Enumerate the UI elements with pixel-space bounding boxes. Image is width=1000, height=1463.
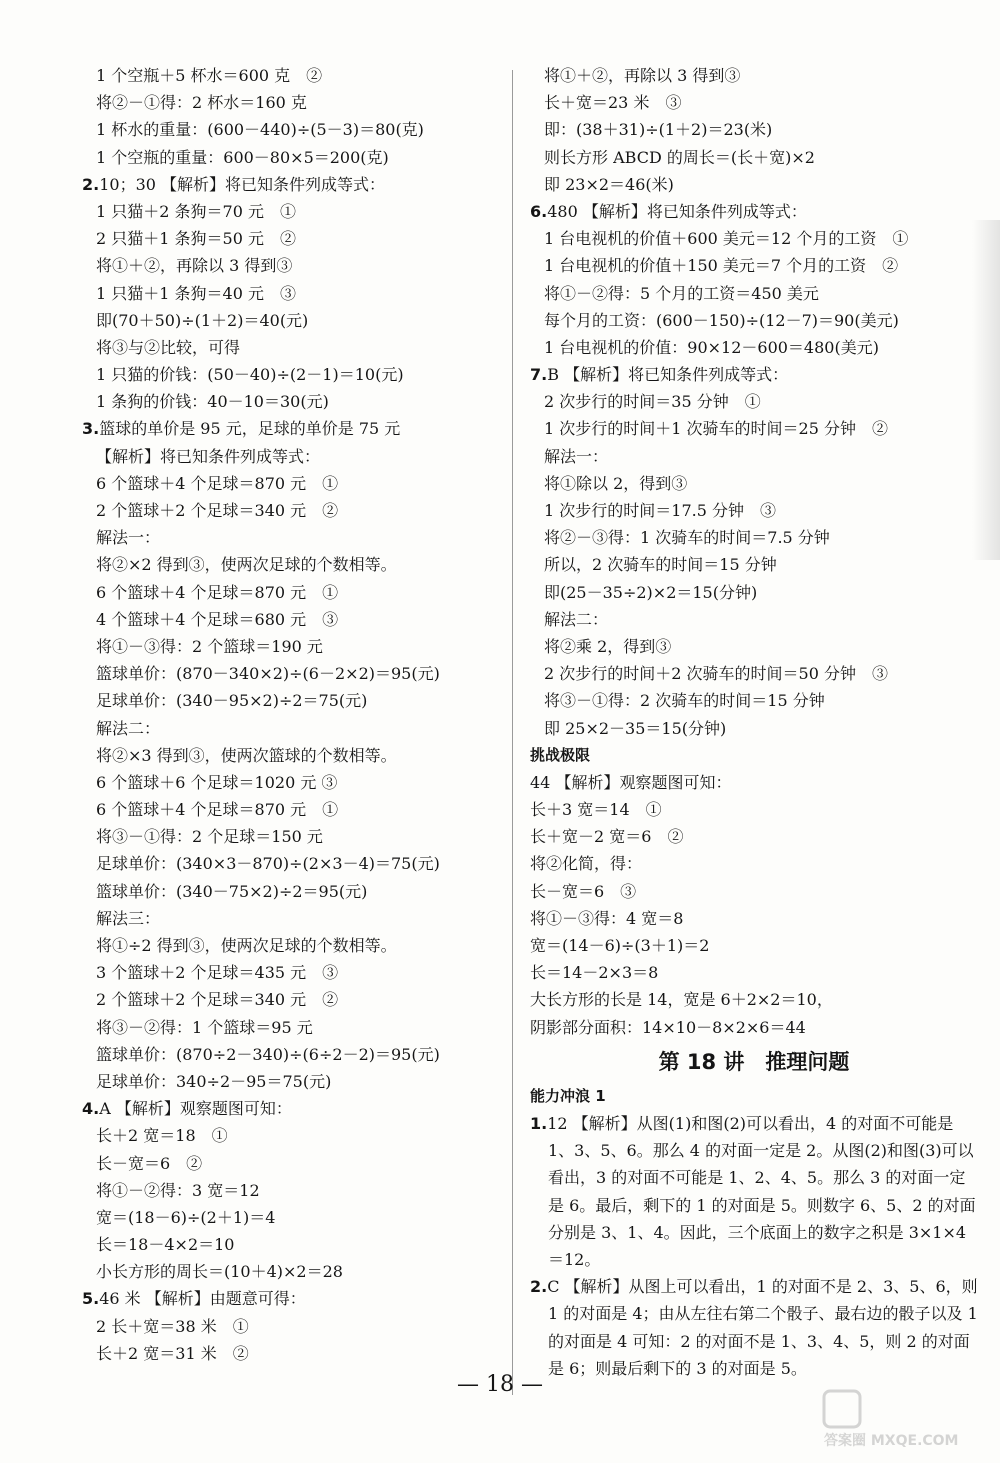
text-line: 将①÷2 得到③，使两次足球的个数相等。 <box>96 936 397 955</box>
text-line: 解法一： <box>96 528 161 548</box>
answer-text: C 【解析】从图上可以看出，1 的对面不是 2、3、5、6，则 1 的对面是 4；由从左往右第二个骰子、最右边的骰子以及 1 的对面是 4 可知：2 的对面不是 1、3、4、5，则 2 的对面是 6；则最后剩下的 3 的对面是 5。 <box>547 1277 978 1378</box>
text-line: 4 个篮球＋4 个足球＝680 元 ③ <box>96 609 339 629</box>
text-line: 每个月的工资：(600－150)÷(12－7)＝90(美元) <box>544 310 899 330</box>
answer-paragraph-text <box>530 1110 978 1273</box>
text-line: 将②乘 2，得到③ <box>544 636 672 656</box>
text-line: 6 个篮球＋4 个足球＝870 元 ① <box>96 582 339 602</box>
text-line: 2 次步行的时间＝35 分钟 ① <box>544 392 761 412</box>
watermark-logo <box>820 1385 980 1455</box>
text-line: 44 【解析】观察题图可知： <box>530 772 732 792</box>
text-line: 1 个空瓶＋5 杯水＝600 克 ② <box>96 66 323 85</box>
text-line: 将①－③得：2 个篮球＝190 元 <box>96 636 323 656</box>
text-line: 将①除以 2，得到③ <box>544 473 688 493</box>
text-line: 1 台电视机的价值：90×12－600＝480(美元) <box>544 337 879 357</box>
text-line: 2 个篮球＋2 个足球＝340 元 ② <box>96 990 339 1010</box>
question-number: 2. <box>530 1277 548 1297</box>
text-line: 将②×3 得到③，使两次篮球的个数相等。 <box>96 745 397 765</box>
question-number: 7. <box>530 365 548 385</box>
text-line: 小长方形的周长＝(10＋4)×2＝28 <box>96 1262 343 1282</box>
text-line: 解法二： <box>544 609 609 629</box>
text-line: 长＝14－2×3＝8 <box>530 963 659 983</box>
answer-text: 篮球的单价是 95 元，足球的单价是 75 元 <box>99 419 401 439</box>
question-number: 3. <box>82 419 100 439</box>
answer-item <box>82 1285 502 1312</box>
text-line: 2 只猫＋1 条狗＝50 元 ② <box>96 229 296 249</box>
text-line: 6 个篮球＋6 个足球＝1020 元 ③ <box>96 772 338 792</box>
question-number: 5. <box>82 1289 100 1309</box>
text-line: 长＋3 宽＝14 ① <box>530 800 662 820</box>
text-line: 大长方形的长是 14，宽是 6＋2×2＝10， <box>530 990 833 1010</box>
answer-item <box>82 415 502 442</box>
text-line: 将①－②得：5 个月的工资＝450 美元 <box>544 283 819 303</box>
text-line: 解法一： <box>544 446 609 466</box>
right-column <box>530 62 978 1382</box>
answer-text: 12 【解析】从图(1)和图(2)可以看出，4 的对面不可能是 1、3、5、6。那么 4 的对面一定是 2。从图(2)和图(3)可以看出，3 的对面不可能是 1、2、4、5。那么 3 的对面一定是 6。最后，剩下的 1 的对面是 5。则数字 6、5、2 的对面分别是 3、1、4。因此，三个底面上的数字之积是 3×1×4＝12。 <box>547 1113 976 1269</box>
answer-paragraph-text <box>530 1273 978 1382</box>
column-divider <box>512 70 513 1395</box>
text-line: 长＋2 宽＝31 米 ② <box>96 1343 249 1363</box>
text-line: 则长方形 ABCD 的周长＝(长＋宽)×2 <box>544 147 815 167</box>
text-line: 将②×2 得到③，使两次足球的个数相等。 <box>96 555 397 575</box>
left-column <box>82 62 502 1367</box>
text-line: 1 杯水的重量：(600－440)÷(5－3)＝80(克) <box>96 120 424 140</box>
text-line: 即 25×2－35＝15(分钟) <box>544 718 727 738</box>
text-line: 即(25－35÷2)×2＝15(分钟) <box>544 582 758 602</box>
text-line: 1 只猫＋1 条狗＝40 元 ③ <box>96 283 296 303</box>
text-line: 篮球单价：(870－340×2)÷(6－2×2)＝95(元) <box>96 664 440 684</box>
text-line: 长＋2 宽＝18 ① <box>96 1126 228 1146</box>
text-line: 阴影部分面积：14×10－8×2×6＝44 <box>530 1017 806 1037</box>
text-line: 将①＋②，再除以 3 得到③ <box>96 256 293 276</box>
section-label: 挑战极限 <box>530 745 591 764</box>
answer-item <box>82 1095 502 1122</box>
text-line: 解法二： <box>96 718 161 738</box>
text-line: 宽＝(14－6)÷(3＋1)＝2 <box>530 936 710 955</box>
page-number: — 18 — <box>457 1372 543 1397</box>
text-line: 将①－②得：3 宽＝12 <box>96 1180 260 1200</box>
answer-text: B 【解析】将已知条件列成等式： <box>547 365 789 385</box>
text-line: 2 个篮球＋2 个足球＝340 元 ② <box>96 501 339 520</box>
section-label: 能力冲浪 1 <box>530 1086 606 1105</box>
text-line: 长－宽＝6 ③ <box>530 881 637 901</box>
text-line: 长－宽＝6 ② <box>96 1153 203 1173</box>
text-line: 将②－①得：2 杯水＝160 克 <box>96 93 307 113</box>
answer-text: 10；30 【解析】将已知条件列成等式： <box>99 174 386 194</box>
text-line: 1 个空瓶的重量：600－80×5＝200(克) <box>96 147 389 167</box>
text-line: 足球单价：(340×3－870)÷(2×3－4)＝75(元) <box>96 854 440 874</box>
text-line: 将③与②比较，可得 <box>96 337 241 357</box>
text-line: 将③－①得：2 次骑车的时间＝15 分钟 <box>544 691 825 711</box>
text-line: 长＋宽－2 宽＝6 ② <box>530 827 684 847</box>
text-line: 即 23×2＝46(米) <box>544 174 674 194</box>
text-line: 1 次步行的时间＝17.5 分钟 ③ <box>544 501 776 520</box>
chapter-heading: 第 18 讲 推理问题 <box>658 1049 850 1074</box>
text-line: 即(70＋50)÷(1＋2)＝40(元) <box>96 310 309 330</box>
text-line: 将②化简，得： <box>530 854 643 874</box>
text-line: 所以，2 次骑车的时间＝15 分钟 <box>544 555 777 575</box>
question-number: 4. <box>82 1099 100 1119</box>
text-line: 【解析】将已知条件列成等式： <box>96 446 321 466</box>
text-line: 即：(38＋31)÷(1＋2)＝23(米) <box>544 120 773 140</box>
text-line: 2 长＋宽＝38 米 ① <box>96 1316 249 1336</box>
text-line: 足球单价：340÷2－95＝75(元) <box>96 1071 332 1091</box>
text-line: 2 次步行的时间＋2 次骑车的时间＝50 分钟 ③ <box>544 664 888 684</box>
watermark-text: 答案圈 MXQE.COM <box>824 1433 959 1449</box>
answer-text: 480 【解析】将已知条件列成等式： <box>547 201 807 221</box>
text-line: 1 台电视机的价值＋600 美元＝12 个月的工资 ① <box>544 229 909 249</box>
text-line: 宽＝(18－6)÷(2＋1)＝4 <box>96 1207 276 1227</box>
text-line: 将①＋②，再除以 3 得到③ <box>544 66 741 85</box>
text-line: 6 个篮球＋4 个足球＝870 元 ① <box>96 473 339 493</box>
text-line: 将③－②得：1 个篮球＝95 元 <box>96 1017 313 1037</box>
text-line: 6 个篮球＋4 个足球＝870 元 ① <box>96 800 339 820</box>
question-number: 2. <box>82 174 100 194</box>
answer-text: 46 米 【解析】由题意可得： <box>99 1289 306 1309</box>
text-line: 3 个篮球＋2 个足球＝435 元 ③ <box>96 963 339 983</box>
text-line: 足球单价：(340－95×2)÷2＝75(元) <box>96 691 368 711</box>
text-line: 1 只猫的价钱：(50－40)÷(2－1)＝10(元) <box>96 365 404 385</box>
text-line: 篮球单价：(340－75×2)÷2＝95(元) <box>96 881 368 901</box>
answer-item <box>530 198 978 225</box>
text-line: 篮球单价：(870÷2－340)÷(6÷2－2)＝95(元) <box>96 1044 440 1064</box>
text-line: 将③－①得：2 个足球＝150 元 <box>96 827 323 847</box>
text-line: 1 条狗的价钱：40－10＝30(元) <box>96 392 329 412</box>
answer-paragraph <box>530 1110 978 1273</box>
question-number: 1. <box>530 1113 548 1133</box>
text-line: 将①－③得：4 宽＝8 <box>530 908 684 928</box>
text-line: 将②－③得：1 次骑车的时间＝7.5 分钟 <box>544 528 830 548</box>
text-line: 1 只猫＋2 条狗＝70 元 ① <box>96 201 296 221</box>
answer-text: A 【解析】观察题图可知： <box>99 1099 292 1119</box>
answer-item <box>82 171 502 198</box>
answer-item <box>530 361 978 388</box>
text-line: 解法三： <box>96 908 161 928</box>
question-number: 6. <box>530 201 548 221</box>
text-line: 1 次步行的时间＋1 次骑车的时间＝25 分钟 ② <box>544 419 888 439</box>
answer-paragraph <box>530 1273 978 1382</box>
text-line: 长＝18－4×2＝10 <box>96 1235 235 1255</box>
text-line: 1 台电视机的价值＋150 美元＝7 个月的工资 ② <box>544 256 899 276</box>
text-line: 长＋宽＝23 米 ③ <box>544 93 682 113</box>
